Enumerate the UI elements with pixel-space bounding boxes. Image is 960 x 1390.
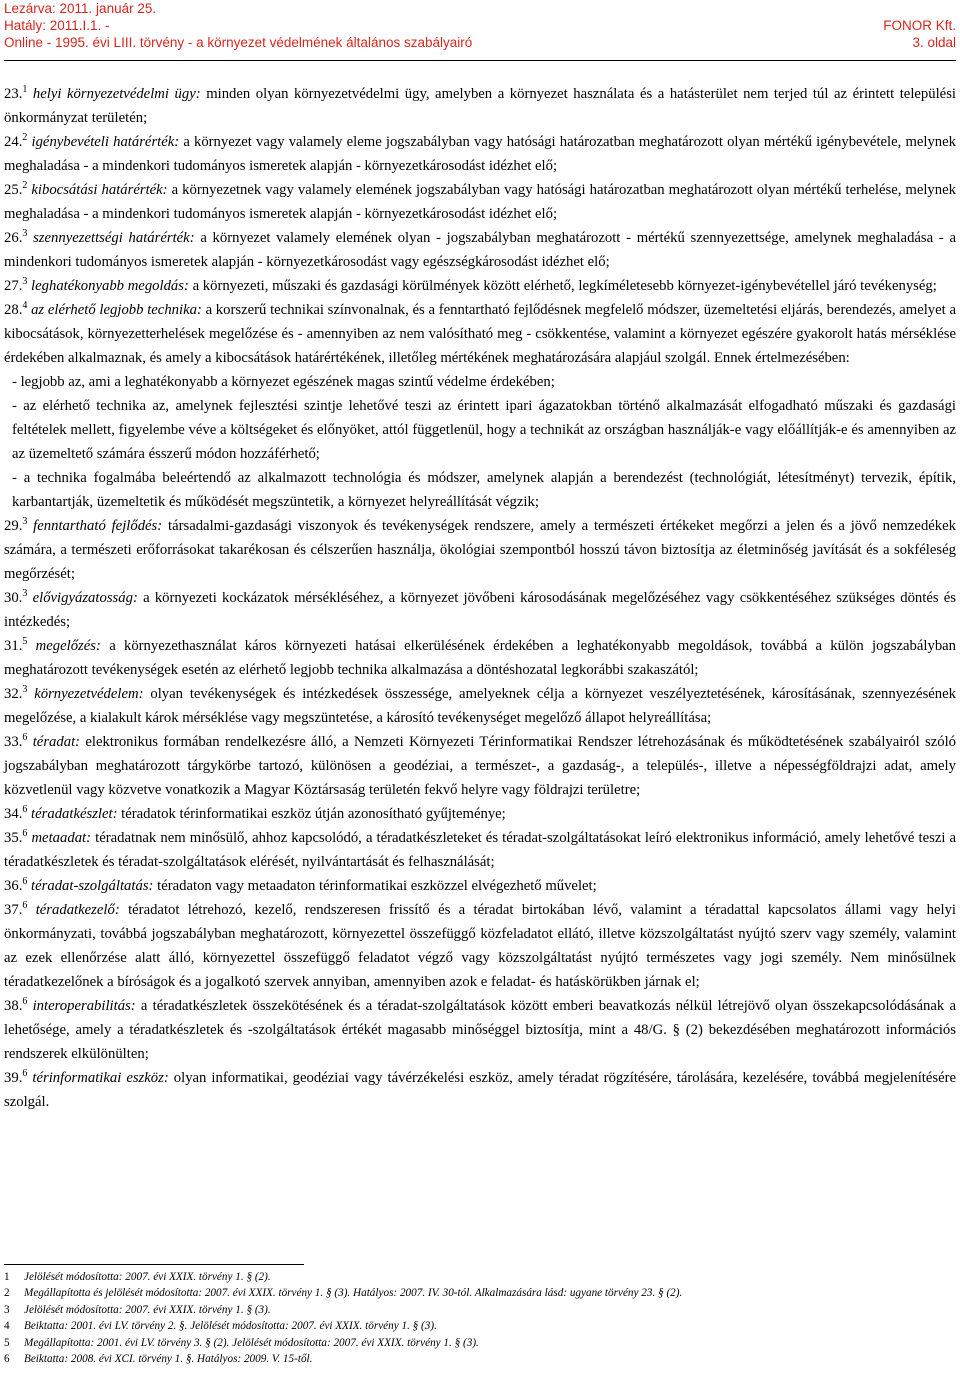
definition-term: téradatkezelő: [35, 902, 120, 918]
definition-term: téradat-szolgáltatás: [31, 878, 154, 894]
header-effective-date: Hatály: 2011.I.1. - [4, 18, 110, 33]
definition-30 [4, 586, 956, 634]
definition-number: 27. [4, 278, 23, 294]
definition-term: helyi környezetvédelmi ügy: [32, 86, 201, 102]
definition-28-item: - az elérhető technika az, amelynek fejlesztési szintje lehetővé teszi az érintett ipari ágazatokban történő alkalmazását elfogadható műszaki és gazdasági feltételek mellett, figyelembe véve a költségeket és előnyöket, attól függetlenül, hogy a technikát az országban használják-e vagy előállítják-e és amennyiben az az üzemeltető számára ésszerű módon hozzáférhető; [12, 398, 956, 462]
footnote [4, 1351, 956, 1367]
footnote-number: 2 [4, 1287, 10, 1300]
footnote-number: 6 [4, 1353, 10, 1366]
definition-number: 31. [4, 638, 23, 654]
definition-text: a téradatkészletek összekötésének és a téradat-szolgáltatások között emberi beavatkozás nélkül létrejövő olyan összekapcsolódásának a lehetősége, amely a téradatkészletek és -szolgáltatások értékét magasabb minőséggel biztosítja, mint a 48/G. § (2) bekezdésében meghatározott információs rendszerek elkülönülten; [4, 998, 957, 1062]
definition-number: 32. [4, 686, 23, 702]
definition-term: fenntartható fejlődés: [33, 518, 163, 534]
footnote-ref[interactable]: 6 [22, 732, 28, 743]
footnote-ref[interactable]: 3 [22, 228, 28, 239]
definition-term: kibocsátási határérték: [31, 182, 168, 198]
definition-23 [4, 82, 956, 130]
definition-text: a környezeti kockázatok mérsékléséhez, a környezet jövőbeni károsodásának megelőzéséhez vagy csökkentéséhez szükséges döntés és intézkedés; [4, 590, 957, 630]
definition-term: térinformatikai eszköz: [32, 1070, 169, 1086]
definition-number: 29. [4, 518, 23, 534]
definition-35 [4, 826, 956, 874]
definition-number: 26. [4, 230, 23, 246]
footnote-ref[interactable]: 2 [22, 180, 28, 191]
footnote-text: Jelölését módosította: 2007. évi XXIX. törvény 1. § (3). [24, 1303, 271, 1316]
footnote [4, 1335, 956, 1351]
definition-term: leghatékonyabb megoldás: [31, 278, 189, 294]
definition-term: interoperabilitás: [32, 998, 136, 1014]
definition-number: 28. [4, 302, 23, 318]
definition-number: 38. [4, 998, 23, 1014]
footnote-ref[interactable]: 3 [22, 588, 28, 599]
header-rule [4, 60, 956, 61]
footnote [4, 1318, 956, 1334]
footnote-text: Jelölését módosította: 2007. évi XXIX. törvény 1. § (2). [24, 1271, 271, 1283]
definition-text: a környezet valamely elemének olyan - jogszabályban meghatározott - mértékű szennyezettsége, amelynek meghaladása - a mindenkori tudományos ismeretek alapján - környezetkárosodást vagy egészségkárosodást idézhet elő; [4, 230, 957, 270]
definition-number: 33. [4, 734, 23, 750]
footnote-ref[interactable]: 6 [22, 1068, 28, 1079]
definition-term: szennyezettségi határérték: [33, 230, 195, 246]
definition-text: társadalmi-gazdasági viszonyok és tevékenységek rendszere, amely a természeti értékeket megőrzi a jelen és a jövő nemzedékek számára, a természeti erőforrásokat takarékosan és célszerűen használja, ökológiai szempontból hosszú távon biztosítja az életminőség javítását és a sokféleség megőrzését; [4, 518, 957, 582]
header-page-number: 3. oldal [912, 35, 956, 50]
definition-25 [4, 178, 956, 226]
document-body [4, 82, 956, 1114]
footnote-ref[interactable]: 4 [22, 300, 28, 311]
definition-term: az elérhető legjobb technika: [31, 302, 202, 318]
definition-24 [4, 130, 956, 178]
definition-38 [4, 994, 956, 1066]
footnote-ref[interactable]: 6 [22, 900, 28, 911]
definition-term: környezetvédelem: [34, 686, 144, 702]
definition-text: minden olyan környezetvédelmi ügy, amelyben a környezet használata és a hatásterület nem terjed túl az érintett települési önkormányzat területén; [4, 86, 957, 126]
footnote-ref[interactable]: 6 [22, 996, 28, 1007]
footnote-ref[interactable]: 2 [22, 132, 28, 143]
footnote [4, 1302, 956, 1318]
definition-number: 24. [4, 134, 23, 150]
definition-text: a korszerű technikai színvonalnak, és a fenntartható fejlődésnek megfelelő módszer, üzemeltetési eljárás, berendezés, amelyet a kibocsátások, környezetterhelések megelőzése és - amennyiben az nem valósítható meg - csökkentése, valamint a környezet egészére gyakorolt hatás mérséklése érdekében alkalmaznak, és amely a kibocsátások határértékének, illetőleg mértékének meghatározására alapjául szolgál. Ennek értelmezésében: [4, 302, 956, 366]
footnote-text: Beiktatta: 2008. évi XCI. törvény 1. §. Hatályos: 2009. V. 15-től. [24, 1353, 313, 1366]
footnote-number: 1 [4, 1271, 10, 1283]
definition-26 [4, 226, 956, 274]
definition-34 [4, 802, 956, 826]
definition-term: téradat: [32, 734, 81, 750]
definition-term: elővigyázatosság: [32, 590, 138, 606]
footnote-ref[interactable]: 6 [22, 804, 28, 815]
definition-text: téradatnak nem minősülő, ahhoz kapcsolódó, a téradatkészleteket és téradat-szolgáltatásokat leíró elektronikus információ, amely lehetővé teszi a téradatkészletek és téradat-szolgáltatások elérését, nyilvántartását és felhasználását; [4, 830, 957, 870]
definition-text: téradatot létrehozó, kezelő, rendszeresen frissítő és a téradat birtokában lévő, valamint a téradattal kapcsolatos állami vagy helyi önkormányzati, továbbá jogszabályban meghatározott, környezettel összefüggő közfeladatot ellátó, illetve közszolgáltatást nyújtó szerv vagy személy, valamint az ezek ellenőrzése alatt álló, környezettel összefüggő feladatot végző vagy közszolgáltatást nyújtó természetes vagy jogi személy. Nem minősülnek téradatkezelőnek a bíróságok és a jogalkotó szervek annyiban, amennyiben azok e feladat- és hatáskörükben járnak el; [4, 902, 957, 990]
definition-27 [4, 274, 956, 298]
definition-number: 39. [4, 1070, 23, 1086]
footnote-ref[interactable]: 5 [22, 636, 28, 647]
footnote-ref[interactable]: 6 [22, 828, 28, 839]
footnote-text: Megállapította és jelölését módosította: 2007. évi XXIX. törvény 1. § (3). Hatályos: 2007. IV. 30-tól. Alkalmazására lásd: ugyane törvény 23. § (2). [24, 1287, 683, 1300]
footnote-number: 5 [4, 1336, 10, 1349]
definition-text: téradatok térinformatikai eszköz útján azonosítható gyűjteménye; [121, 806, 506, 822]
definition-term: igénybevételi határérték: [31, 134, 180, 150]
definition-number: 30. [4, 590, 23, 606]
footnote-text: Megállapította: 2001. évi LV. törvény 3. § (2). Jelölését módosította: 2007. évi XXIX. törvény 1. § (3). [24, 1336, 479, 1349]
definition-number: 37. [4, 902, 23, 918]
page-header [4, 0, 956, 51]
definition-36 [4, 874, 956, 898]
definition-number: 25. [4, 182, 23, 198]
footnote-ref[interactable]: 1 [22, 84, 28, 95]
footnote [4, 1285, 956, 1301]
header-company: FONOR Kft. [883, 18, 956, 33]
definition-28 [4, 298, 956, 370]
definition-37 [4, 898, 956, 994]
definition-32 [4, 682, 956, 730]
header-law-title: Online - 1995. évi LIII. törvény - a környezet védelmének általános szabályairó [4, 35, 473, 50]
footnote-rule [4, 1264, 304, 1265]
definition-31 [4, 634, 956, 682]
footnote-ref[interactable]: 3 [22, 516, 28, 527]
footnotes [4, 1269, 956, 1367]
definition-number: 34. [4, 806, 23, 822]
definition-39 [4, 1066, 956, 1114]
header-closed-date: Lezárva: 2011. január 25. [4, 1, 157, 16]
footnote-number: 4 [4, 1320, 10, 1333]
definition-number: 36. [4, 878, 23, 894]
footnote-text: Beiktatta: 2001. évi LV. törvény 2. §. Jelölését módosította: 2007. évi XXIX. törvény 1. § (3). [24, 1320, 437, 1333]
definition-text: a környezetnek vagy valamely elemének jogszabályban vagy hatósági határozatban meghatározott olyan mértékű terhelése, melynek meghaladása - a mindenkori tudományos ismeretek alapján - környezetkárosodást idézhet elő; [4, 182, 956, 222]
definition-29 [4, 514, 956, 586]
definition-text: a környezethasználat káros környezeti hatásai elkerülésének érdekében a leghatékonyabb megoldások, továbbá a külön jogszabályban meghatározott tevékenységek esetén az elérhető legjobb technika alkalmazása a döntéshozatal legkorábbi szakaszától; [4, 638, 957, 678]
definition-term: megelőzés: [35, 638, 101, 654]
definition-text: a környezet vagy valamely eleme jogszabályban vagy hatósági határozatban meghatározott olyan mértékű igénybevétele, melynek meghaladása - a mindenkori tudományos ismeretek alapján - környezetkárosodást idézhet elő; [4, 134, 957, 174]
definition-number: 23. [4, 86, 23, 102]
footnote-ref[interactable]: 3 [22, 684, 28, 695]
footnote-ref[interactable]: 3 [22, 276, 28, 287]
definition-text: a környezeti, műszaki és gazdasági körülmények között elérhető, legkíméletesebb környezet-igénybevétellel járó tevékenység; [192, 278, 937, 294]
definition-28-item: - a technika fogalmába beleértendő az alkalmazott technológia és módszer, amelynek alapján a berendezést (technológiát, létesítményt) tervezik, építik, karbantartják, üzemeltetik és működését megszüntetik, a környezet helyreállítását végzik; [12, 470, 956, 510]
footnote-number: 3 [4, 1303, 10, 1316]
definition-term: téradatkészlet: [31, 806, 118, 822]
definition-term: metaadat: [31, 830, 92, 846]
definition-text: téradaton vagy metaadaton térinformatikai eszközzel elvégezhető művelet; [157, 878, 597, 894]
definition-text: olyan tevékenységek és intézkedések összessége, amelyeknek célja a környezet veszélyeztetésének, károsításának, szennyezésének megelőzése, a kialakult károk mérséklése vagy megszüntetése, a károsító tevékenységet megelőző állapot helyreállítása; [4, 686, 957, 726]
definition-number: 35. [4, 830, 23, 846]
definition-33 [4, 730, 956, 802]
footnote-ref[interactable]: 6 [22, 876, 28, 887]
definition-28-item: - legjobb az, ami a leghatékonyabb a környezet egészének magas szintű védelme érdekében; [12, 374, 555, 390]
definition-text: elektronikus formában rendelkezésre álló, a Nemzeti Környezeti Térinformatikai Rendszer létrehozásának és működtetésének szabályairól szóló jogszabályban meghatározott tárgykörbe tartozó, különösen a geodéziai, a természet-, a gazdaság-, a település-, illetve a népességföldrajzi adat, amely közvetlenül vagy közvetve vonatkozik a Magyar Köztársaság területén fekvő helyre vagy földrajzi területre; [4, 734, 957, 798]
definition-text: olyan informatikai, geodéziai vagy távérzékelési eszköz, amely téradat rögzítésére, tárolására, kezelésére, továbbá megjelenítésére szolgál. [4, 1070, 957, 1110]
footnote [4, 1269, 956, 1285]
